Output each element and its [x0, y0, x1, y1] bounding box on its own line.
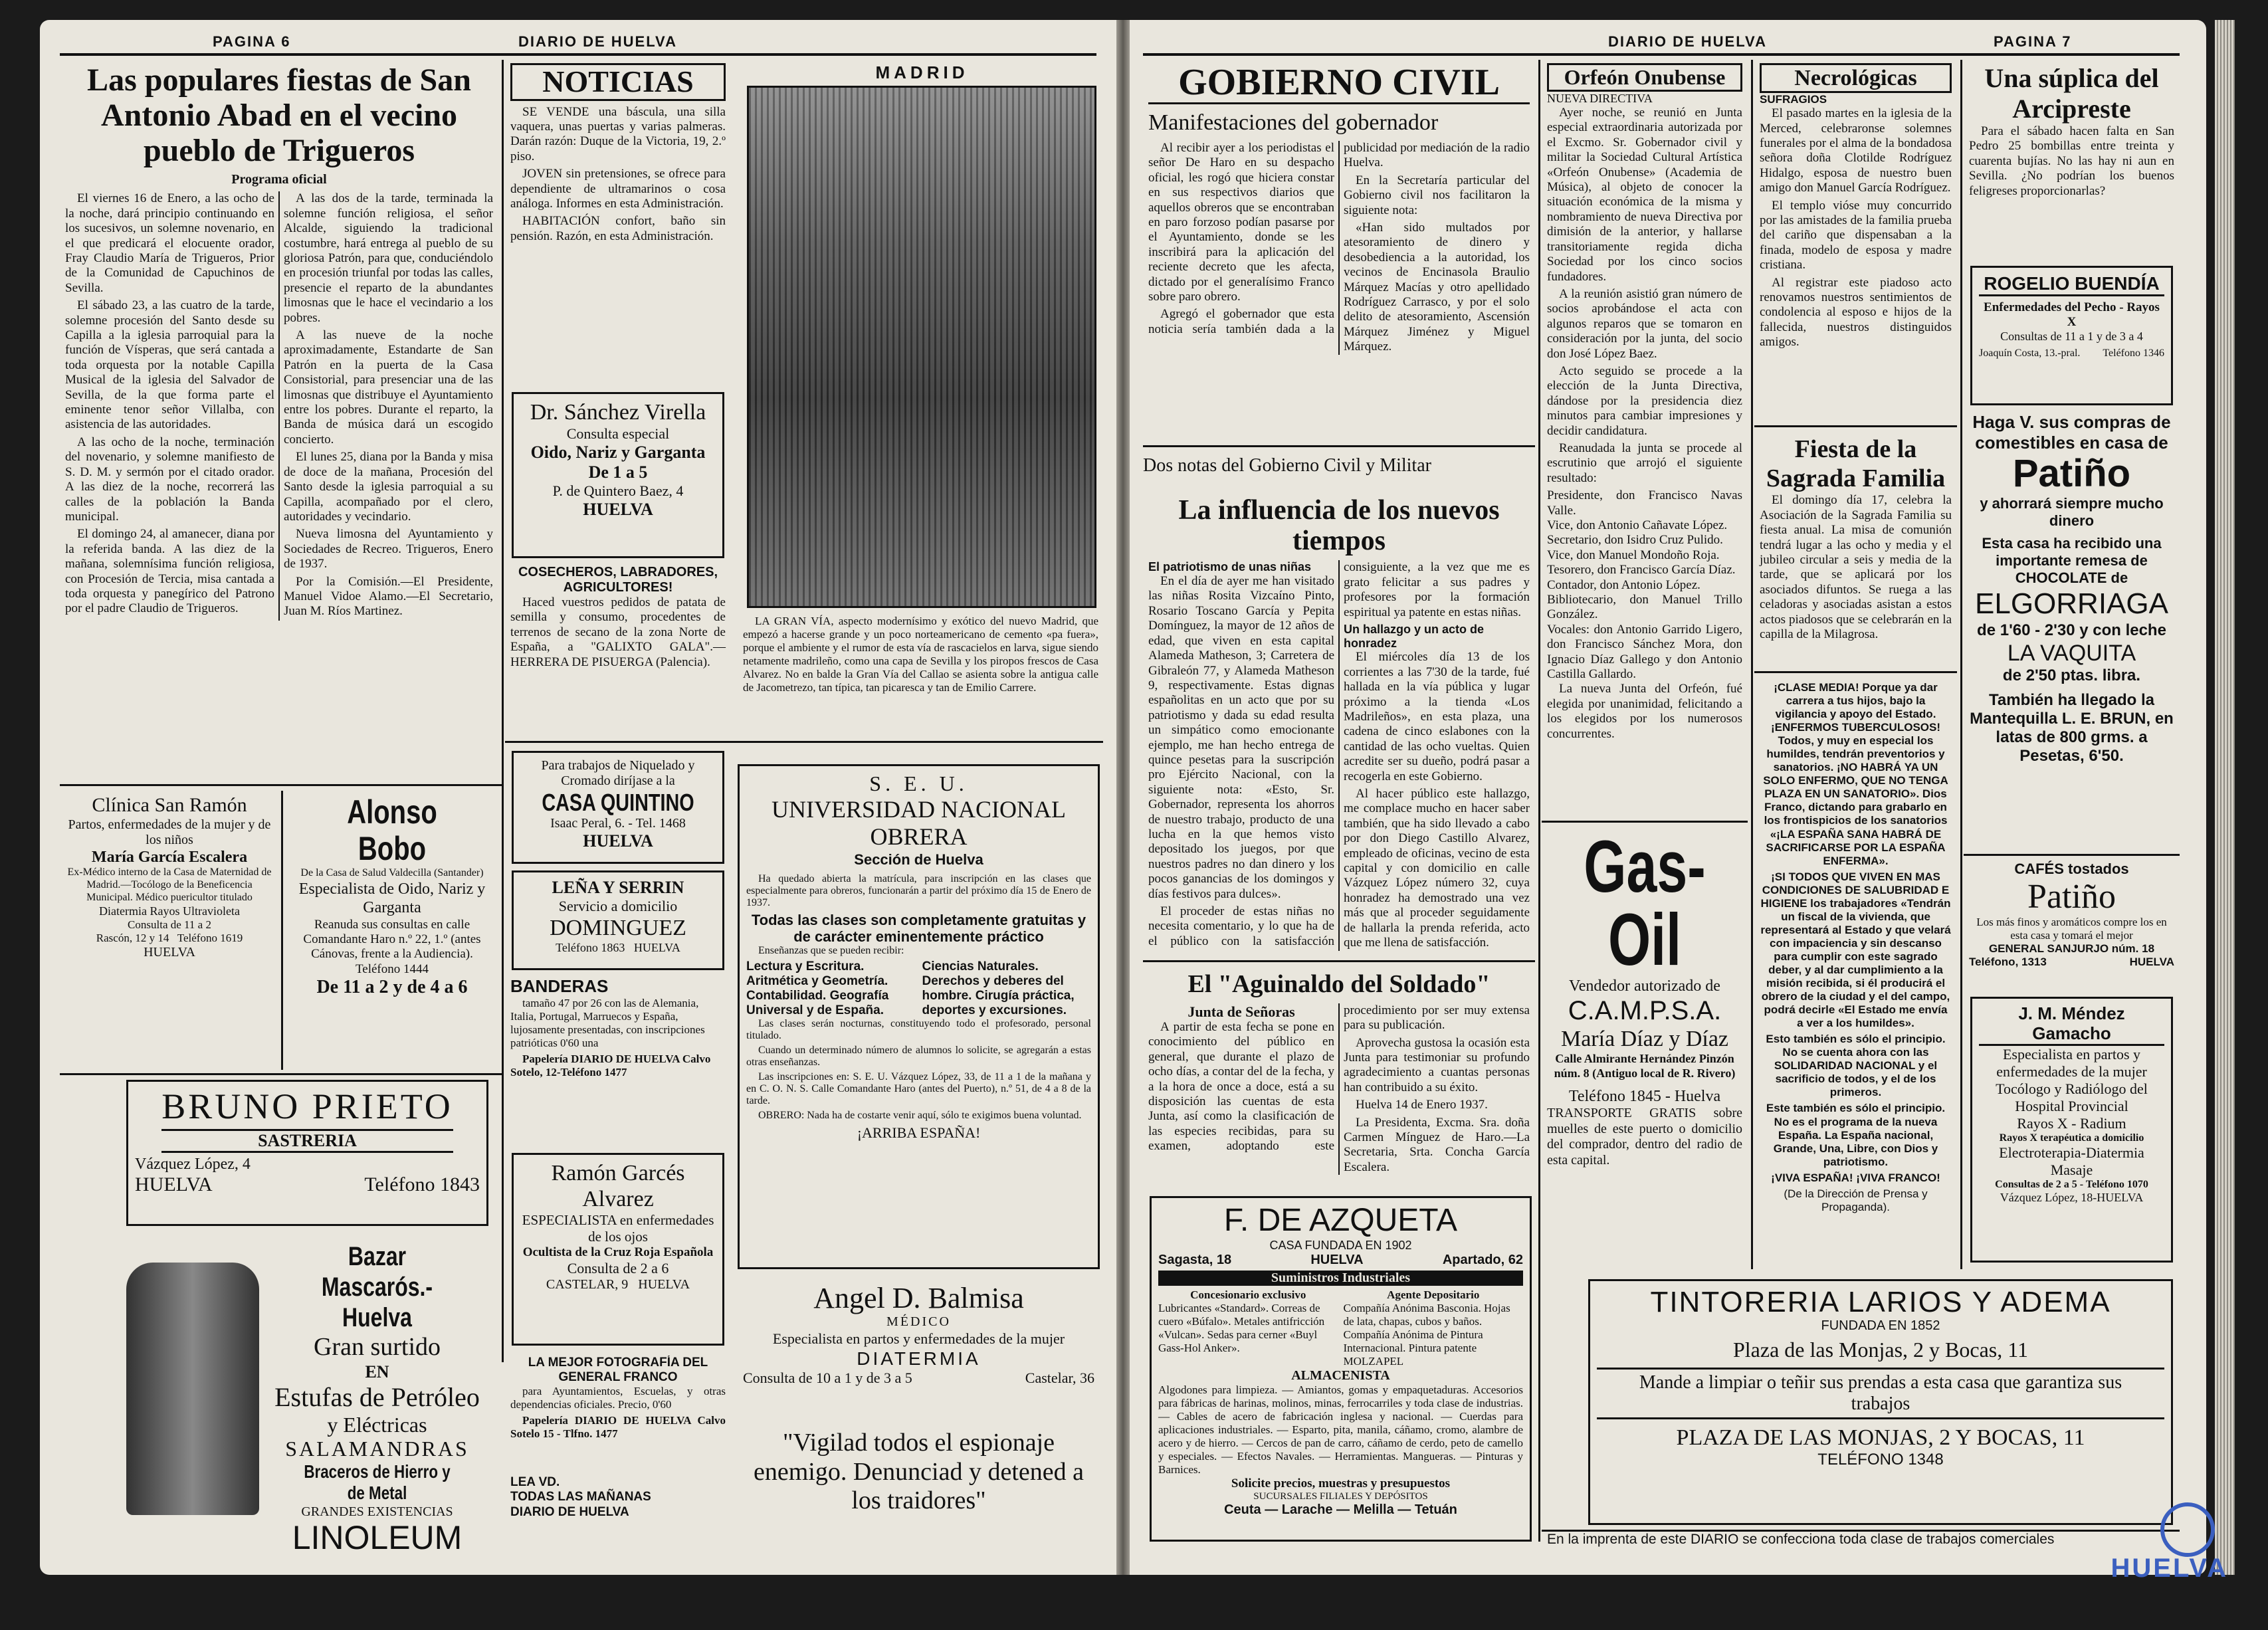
tintoreria-name: TINTORERIA LARIOS Y ADEMA — [1650, 1286, 2111, 1318]
clase-p4: Este también es sólo el principio. No es el programa de la nueva España. La España nacional, Grande, Una, Libre, con Dios y patriotismo. — [1766, 1102, 1946, 1168]
fiestas-headline: Las populares fiestas de San Antonio Abad en el vecino pueblo de Trigueros — [87, 63, 471, 168]
ad-alonso-bobo — [286, 794, 498, 1073]
top-rule — [60, 53, 1096, 56]
fiestas-p3: A las ocho de la noche, terminación del novenario, y solemne manifiesto de S. D. M. y sermón por el citado orador. A las diez de la noche, recorrerá las calles de la población la Banda municipal. — [65, 435, 274, 524]
influencia-p4: Al hacer público este hallazgo, me complace mucho en hacer saber también, que ha sido llevado a cabo por don Diego Castillo Alvarez, empleado de oficinas, vecino de esta capital y con domicilio en calle Vázquez López número 32, cuya honradez ha demostrado una vez más que al proceder seguidamente de hallarla la prenda referida, acto que me llena de satisfacción. — [1344, 787, 1530, 950]
clase-p6: (De la Dirección de Prensa y Propaganda). — [1784, 1187, 1928, 1213]
seu-notice — [738, 764, 1100, 1269]
buendia-address: Joaquín Costa, 13.-pral. — [1979, 348, 2081, 359]
list-item: Secretario, don Isidro Cruz Pulido. — [1547, 533, 1723, 548]
lena-line: Servicio a domicilio — [558, 897, 678, 914]
quintino-line: HUELVA — [583, 831, 653, 851]
garces-line: Consulta de 2 a 6 — [567, 1260, 669, 1277]
section-rule — [1754, 425, 1957, 427]
photo-label: MADRID — [875, 63, 969, 82]
influencia-article — [1143, 495, 1535, 954]
binding-gutter — [1115, 20, 1131, 1575]
lea-line: TODAS LAS MAÑANAS — [510, 1490, 651, 1504]
aguinaldo-sub: Junta de Señoras — [1187, 1003, 1295, 1020]
azqueta-city: HUELVA — [1310, 1252, 1364, 1267]
vigilad-text: "Vigilad todos el espionaje enemigo. Denunciad y detened a los traidores" — [754, 1429, 1084, 1515]
clinica-address: Rascón, 12 y 14 — [96, 932, 169, 945]
ad-clinica-san-ramon — [60, 794, 279, 1073]
cosecheros-title: COSECHEROS, LABRADORES, AGRICULTORES! — [518, 565, 718, 595]
ad-tintoreria-larios — [1588, 1279, 2173, 1525]
gobierno-sub: Manifestaciones del gobernador — [1148, 110, 1439, 135]
tintoreria-line: Plaza de las Monjas, 2 y Bocas, 11 — [1732, 1338, 2029, 1362]
balmisa-hours: Consulta de 10 a 1 y de 3 a 5 — [743, 1369, 912, 1386]
orfeon-article — [1542, 63, 1748, 814]
bruno-name: BRUNO PRIETO — [161, 1086, 453, 1126]
dos-notas-title: Dos notas del Gobierno Civil y Militar — [1143, 455, 1431, 476]
patino-line: de 2'50 ptas. libra. — [2002, 666, 2141, 685]
lena-name: DOMINGUEZ — [550, 915, 686, 940]
azqueta-col-text: Lubricantes «Standard». Correas de cuero «Búfalo». Metales antifricción «Vulcan». Sedas para cerner «Buyl Gass-Hol Anker». — [1158, 1301, 1325, 1354]
clinica-line: Consulta de 11 a 2 — [128, 918, 211, 932]
banderas-title: BANDERAS — [510, 977, 609, 996]
noticias-section — [505, 63, 731, 389]
balmisa-address: Castelar, 36 — [1025, 1369, 1094, 1386]
seu-title: S. E. U. — [869, 771, 968, 795]
garces-line: ESPECIALISTA en enfermedades de los ojos — [522, 1212, 714, 1245]
gamacho-line: Tocólogo y Radiólogo del Hospital Provincial — [1996, 1080, 2148, 1114]
fiestas-article — [60, 63, 498, 781]
tintoreria-line: FUNDADA EN 1852 — [1821, 1318, 1940, 1334]
noticia-3: HABITACIÓN confort, baño sin pensión. Razón, en esta Administración. — [510, 214, 726, 243]
list-item: Presidente, don Francisco Navas Valle. — [1547, 488, 1742, 518]
garces-city: HUELVA — [638, 1277, 690, 1292]
section-rule — [505, 741, 1103, 743]
left-page — [40, 20, 1116, 1575]
ad-sanchez-line: P. de Quintero Baez, 4 — [552, 482, 684, 499]
necro-p3: Al registrar este piadoso acto renovamos nuestros sentimientos de condolencia al esposo e hijos de la fallecida, nuestros distinguidos amigos. — [1760, 275, 1952, 350]
ad-sanchez-line: De 1 a 5 — [588, 462, 648, 482]
patino-cafes-line: GENERAL SANJURJO núm. 18 — [1988, 942, 2155, 956]
cosecheros-notice — [505, 565, 731, 738]
ad-patino-cafes — [1964, 861, 2180, 993]
patino-name: Patiño — [2012, 452, 2131, 496]
bazar-line: Braceros de Hierro y de Metal — [304, 1461, 451, 1504]
seu-p2: Todas las clases son completamente gratuitas y de carácter eminentemente práctico — [751, 911, 1086, 946]
garces-address: CASTELAR, 9 — [546, 1277, 629, 1292]
seu-title2: UNIVERSIDAD NACIONAL OBRERA — [772, 795, 1066, 851]
bruno-contact — [135, 1173, 480, 1196]
vigilad-slogan — [738, 1429, 1100, 1555]
balmisa-line: DIATERMIA — [857, 1348, 981, 1369]
gasoil-line: María Díaz y Díaz — [1560, 1027, 1729, 1052]
seu-course-col: Ciencias Naturales. Derechos y deberes del hombre. Cirugía práctica, deportes y excursiones. — [922, 960, 1075, 1018]
fiestas-p8: Nueva limosna del Ayuntamiento y Sociedades de Recreo. Trigueros, Enero de 1937. — [284, 527, 493, 571]
section-rule — [60, 1073, 502, 1075]
bazar-linoleum: LINOLEUM — [292, 1518, 463, 1555]
clinica-line: Ex-Médico interno de la Casa de Maternidad de Madrid.—Tocólogo de la Beneficencia Municipal. Médico puericultor titulado — [67, 866, 272, 904]
ad-azqueta — [1150, 1196, 1532, 1542]
influencia-p3: El miércoles día 13 de los corrientes a las 7'30 de la tarde, fué hallada en la vía pública y lugar próximo a la tienda «Los Madrileños», en esta plaza, una cadena de cinco eslabones con la cantidad de las ocho vueltas. Quien acredite ser su dueño, podrá pasar a recogerla en este Gobierno. — [1344, 650, 1530, 783]
suplica-article — [1964, 63, 2180, 262]
alonso-line: De la Casa de Salud Valdecilla (Santander) — [300, 867, 484, 878]
aguinaldo-title: El "Aguinaldo del Soldado" — [1187, 970, 1491, 998]
patino-cafes-phone: Teléfono, 1313 — [1969, 956, 2047, 969]
alonso-line: Reanuda sus consultas en calle Comandante Haro n.º 22, 1.º (antes Cánovas, frente a la Audiencia). Teléfono 1444 — [303, 917, 481, 976]
gasoil-line: Calle Almirante Hernández Pinzón núm. 8 (Antiguo local de R. Rivero) — [1554, 1052, 1736, 1080]
ad-sanchez-line: Consulta especial — [566, 425, 670, 443]
garces-line: Ocultista de la Cruz Roja Española — [522, 1245, 714, 1260]
list-item: Tesorero, don Francisco García Díaz. — [1547, 563, 1736, 577]
clase-p3: Esto también es sólo el principio. No se cuenta ahora con las SOLIDARIDAD NACIONAL y el sacrificio de todos, y el de los primeros. — [1766, 1033, 1946, 1099]
ad-sanchez-name: Dr. Sánchez Virella — [530, 400, 706, 425]
clinica-contact — [65, 932, 274, 945]
buendia-contact — [1979, 348, 2164, 359]
gobierno-title: GOBIERNO CIVIL — [1148, 63, 1530, 104]
cosecheros-text: Haced vuestros pedidos de patata de semilla y consumo, procedentes de terrenos de secano de la zona Norte de España, a "GALIXTO GALA".—HERRERA DE PISUERGA (Palencia). — [510, 595, 726, 669]
orfeon-p4: Reanudada la junta se procede al escrutinio que arrojó el siguiente resultado: — [1547, 441, 1742, 485]
fotografia-notice — [505, 1356, 731, 1469]
gamacho-line: Rayos X terapéutica a domicilio — [1999, 1132, 2144, 1144]
right-folio: PAGINA 7 — [1994, 33, 2072, 50]
bazar-title: Bazar Mascarós.-Huelva — [321, 1242, 433, 1332]
gasoil-title: Gas-Oil — [1584, 831, 1706, 981]
patino-line: Haga V. sus compras de comestibles en casa de — [1972, 412, 2171, 453]
gobierno-p4: «Han sido multados por atesoramiento de dinero y desobediencia a la autoridad, los vecinos de Encinasola Braulio Márquez Macías y otro apellidado Rodríguez Carrasco, y por el solo delito de atesoramiento, Ascensión Márquez Jiménez y Miguel Márquez. — [1344, 220, 1530, 354]
influencia-sub1: El patriotismo de unas niñas — [1148, 560, 1312, 574]
clinica-line: Partos, enfermedades de la mujer y de los niños — [68, 817, 271, 848]
list-item: Vice, don Antonio Cañavate López. — [1547, 518, 1728, 532]
noticia-2: JOVEN sin pretensiones, se ofrece para dependiente de ultramarinos o cosa análoga. Informes en esta Administración. — [510, 167, 726, 211]
orfeon-p2: A la reunión asistió gran número de socios aprobándose el acta con algunos reparos que se tomaron en consideración por la junta, del socio don José López Baez. — [1547, 286, 1742, 361]
azqueta-line: Ceuta — Larache — Melilla — Tetuán — [1224, 1502, 1457, 1517]
quintino-name: CASA QUINTINO — [542, 789, 694, 816]
bazar-line: EN — [365, 1362, 389, 1381]
section-rule — [1542, 821, 1748, 823]
bruno-city: HUELVA — [135, 1173, 213, 1196]
right-page — [1130, 20, 2206, 1575]
banderas-notice — [505, 977, 731, 1150]
footer-note: En la imprenta de este DIARIO se confecciona toda clase de trabajos comerciales — [1542, 1530, 2180, 1552]
list-item: Vocales: don Antonio Garrido Ligero, don Francisco Sánchez Mora, don Ignacio Díaz Gallego y don Antonio Castilla Gallardo. — [1547, 622, 1742, 682]
clase-media-notice — [1754, 681, 1957, 1266]
bazar-line: GRANDES EXISTENCIAS — [301, 1504, 453, 1519]
patino-cafes-contact — [1969, 956, 2174, 969]
ad-bazar-mascaros — [126, 1236, 488, 1555]
noticia-1: SE VENDE una báscula, una silla vaquera, unas puertas y varias palmeras. Darán razón: Duque de la Victoria, 19, 2.º piso. — [510, 104, 726, 163]
azqueta-line: Solicite precios, muestras y presupuestos — [1231, 1476, 1451, 1490]
alonso-name: Alonso Bobo — [347, 794, 437, 867]
clinica-city: HUELVA — [144, 945, 195, 960]
tintoreria-line: TELÉFONO 1348 — [1817, 1451, 1944, 1469]
ad-mendez-gamacho — [1970, 997, 2173, 1263]
section-rule — [1143, 445, 1535, 447]
bruno-address: Vázquez López, 4 — [135, 1156, 251, 1173]
list-item: Vice, don Manuel Mondoño Roja. — [1547, 548, 1720, 562]
orfeon-p5: La nueva Junta del Orfeón, fué elegida por unanimidad, felicitando a los elegidos por los numerosos concurrentes. — [1547, 682, 1742, 741]
column-rule — [281, 791, 283, 1070]
necro-sub: SUFRAGIOS — [1760, 93, 1827, 106]
stove-image — [126, 1263, 259, 1515]
bazar-line: SALAMANDRAS — [285, 1437, 469, 1461]
aguinaldo-p4: La Presidenta, Excma. Sra. doña Carmen Mínguez de Haro.—La Secretaria, Srta. Concha García Escalera. — [1344, 1115, 1530, 1174]
photo-caption: LA GRAN VÍA, aspecto modernísimo y exótico del nuevo Madrid, que empezó a hacerse grande y un poco norteamericano de cemento «pa fuera», porque el ambiente y el rumor de esta vía de rascacielos en larva, sigue siendo netamente madrileño, como una capa de Sevilla y los piropos frescos de Casa Alvarez. No en balde la Gran Vía del Callao se asienta sobre la antigua calle de Jacometrezo, tan típica, tan picaresca y tan de Emilio Carrere. — [743, 615, 1098, 694]
patino-cafes-line: CAFÉS tostados — [2014, 861, 2129, 877]
necro-p1: El pasado martes en la iglesia de la Merced, celebraronse solemnes funerales por el alma de la bondadosa señora doña Clotilde Rodríguez Hidalgo, esposa de nuestro buen amigo don Manuel García Rodríguez. — [1760, 106, 1952, 195]
aguinaldo-p3: Huelva 14 de Enero 1937. — [1356, 1098, 1488, 1112]
alonso-line: Especialista de Oido, Nariz y Garganta — [298, 880, 486, 917]
bruno-phone: Teléfono 1843 — [364, 1173, 480, 1196]
azqueta-name: F. DE AZQUETA — [1223, 1203, 1458, 1238]
necro-p2: El templo vióse muy concurrido por las amistades de la familia prueba del cariño que dispensaban a la finada, modelo de esposa y madre cristiana. — [1760, 198, 1952, 272]
list-item: Bibliotecario, don Manuel Trillo González. — [1547, 593, 1742, 622]
section-rule — [1964, 854, 2180, 856]
ad-rogelio-buendia — [1970, 266, 2173, 405]
seu-p3: Enseñanzas que se pueden recibir: — [758, 945, 904, 957]
bazar-line: Gran surtido — [313, 1333, 441, 1361]
clinica-doctor: María García Escalera — [91, 848, 248, 866]
seu-courses — [746, 960, 1091, 1018]
garces-contact — [520, 1277, 716, 1292]
balmisa-line: MÉDICO — [886, 1314, 951, 1330]
seu-p1: Ha quedado abierta la matrícula, para inscripción en las clases que especialmente para obreros, funcionarán a partir del próximo día 15 de Enero de 1937. — [746, 872, 1091, 908]
aguinaldo-article — [1143, 970, 1535, 1189]
fiestas-p7: El lunes 25, diana por la Banda y misa de doce de la mañana, Procesión del Santo desde la iglesia parroquial a su Capilla, acompañado por el clero, autoridades y vecindario. — [284, 450, 493, 524]
column-rule — [502, 60, 504, 1362]
lea-line: LEA VD. — [510, 1475, 560, 1489]
bazar-line: y Eléctricas — [327, 1412, 427, 1437]
ad-bruno-prieto — [126, 1080, 488, 1226]
seu-p4: Las clases serán nocturnas, constituyendo todo el profesorado, personal titulado. — [746, 1018, 1091, 1042]
influencia-title: La influencia de los nuevos tiempos — [1178, 495, 1500, 557]
necro-title: Necrológicas — [1760, 63, 1952, 93]
necrologicas-article — [1754, 63, 1957, 422]
azqueta-line: Algodones para limpieza. — Amiantos, gomas y empaquetaduras. Accesorios para fábricas de harinas, molinos, minas, ferrocarriles y toda clase de industrias. — Cables de acero de fabricación inglesa y nacional. — Cuerdas para aplicaciones industriales. — Esparto, pita, manila, cáñamo, cromo, alambre de acero y de hierro. — Cercos de pan de carro, cáñamo de cerdo, peto de camello y especiales. — Efectos Navales. — Herramientas. Mangueras. — Pinturas y Barnices. — [1158, 1383, 1523, 1476]
lea-line: DIARIO DE HUELVA — [510, 1504, 629, 1519]
azqueta-line: CASA FUNDADA EN 1902 — [1269, 1238, 1412, 1252]
fotografia-text: para Ayuntamientos, Escuelas, y otras dependencias oficiales. Precio, 0'60 — [510, 1384, 726, 1411]
gamacho-line: Vázquez López, 18-HUELVA — [2000, 1190, 2144, 1204]
gamacho-line: Especialista en partos y enfermedades de la mujer — [1996, 1045, 2147, 1080]
balmisa-name: Angel D. Balmisa — [813, 1282, 1024, 1314]
gamacho-name: J. M. Méndez Gamacho — [1979, 1004, 2164, 1046]
clinica-line: Diatermia Rayos Ultravioleta — [99, 904, 240, 918]
seu-p5: Cuando un determinado número de alumnos lo solicite, se agregarán a estas otras enseñanzas. — [746, 1045, 1091, 1069]
patino-line: ELGORRIAGA — [1975, 587, 2168, 620]
quintino-line: Para trabajos de Niquelado y Cromado diríjase a la — [541, 758, 695, 788]
column-rule — [1751, 60, 1753, 1269]
influencia-p1: En el día de ayer me han visitado las niñas Rosita Vizcaíno Pinto, Rosario Toscano García y Pepita Domínguez, la mayor de 12 años de edad, que viven en esta capital Alameda Matheson, 3; Carretera de Gibraleón 77, y Alameda Matheson 9, respectivamente. Estas dignas españolitas en un acto que por su patriotismo y dada su edad resulta un simpático como emocionante ejemplo, me han hecho entrega de quince pesetas para la suscripción pro Ejército Nacional, con la siguiente nota: «Esto, Sr. Gobernador, representa los ahorros de nuestro trabajo, producto de una lucha en la que hemos visto depositado los juegos, por que nuestros padres no dan dinero y los pocos ganancias de los domingos y días festivos para dulces». — [1148, 574, 1334, 901]
clase-p2: ¡SI TODOS QUE VIVEN EN MAS CONDICIONES DE SALUBRIDAD E HIGIENE los trabajadores «Tendrán un fiscal de la vivienda, que representará al Estado y que velará con impaciencia y sin descanso para cumplir con este sagrado deber, y al dar cumplimiento a la misión recibida, si él producirá el obrero de la ciudad y el del campo, podrá decirle «El Estado me envía a ver a los humildes». — [1760, 870, 1951, 1030]
aguinaldo-p2: Aprovecha gustosa la ocasión esta Junta para testimoniar su profundo agradecimiento a cuantas personas han contribuido a su éxito. — [1344, 1035, 1530, 1094]
patino-cafes-city: HUELVA — [2129, 956, 2174, 969]
gobierno-civil-article — [1143, 63, 1535, 435]
ad-balmisa — [738, 1282, 1100, 1415]
bruno-line: SASTRERIA — [161, 1129, 453, 1153]
seu-p7: OBRERO: Nada ha de costarte venir aquí, sólo te exigimos buena voluntad. — [758, 1110, 1082, 1122]
azqueta-contact — [1158, 1253, 1523, 1268]
list-item: Contador, don Antonio López. — [1547, 577, 1701, 592]
azqueta-col-head: Agente Depositario — [1387, 1288, 1480, 1301]
gasoil-line: Vendedor autorizado de — [1569, 977, 1720, 995]
section-rule — [1143, 960, 1535, 962]
seu-p6: Las inscripciones en: S. E. U. Vázquez López, 33, de 11 a 1 de la mañana y en C. O. N. S. Calle Comandante Haro (antes del Puerto), n.º 51, de 4 a 8 de la tarde. — [746, 1071, 1091, 1107]
orfeon-title: Orfeón Onubense — [1547, 63, 1742, 92]
ad-gas-oil — [1542, 831, 1748, 1276]
banderas-foot: Papelería DIARIO DE HUELVA Calvo Sotelo, 12-Teléfono 1477 — [510, 1053, 711, 1079]
influencia-p2: El proceder de estas niñas no necesita comentario, y lo que ha de el público con la satisfacción consiguiente, a la vez que me es grato felicitar a sus padres y profesores por la formación espiritual ya patente en estas niñas. — [1148, 560, 1530, 948]
patino-cafes-name: Patiño — [2027, 877, 2116, 916]
clinica-phone: Teléfono 1619 — [177, 932, 243, 945]
ad-sanchez-line: Oido, Nariz y Garganta — [530, 443, 706, 462]
clase-p5: ¡VIVA ESPAÑA! ¡VIVA FRANCO! — [1771, 1171, 1940, 1184]
top-rule — [1143, 53, 2180, 56]
azqueta-col-text: Compañía Anónima Basconia. Hojas de lata, chapas, cubos y baños. Compañía Anónima de Pintura Internacional. Pintura patente MOLZAPEL — [1343, 1301, 1510, 1368]
ad-sanchez-virella — [512, 392, 724, 558]
patino-line: También ha llegado la Mantequilla L. E. BRUN, en latas de 800 grms. a Pesetas, 6'50. — [1970, 690, 2174, 765]
lena-city: HUELVA — [633, 940, 680, 954]
fiestas-subhead: Programa oficial — [231, 172, 327, 187]
gamacho-line: Masaje — [2050, 1161, 2093, 1178]
gasoil-line: Teléfono 1845 - Huelva — [1568, 1087, 1721, 1105]
fiestas-p4: El domingo 24, al amanecer, diana por la referida banda. A las diez de la mañana, solemnísima función religiosa, con Procesión de Tercia, misa cantada a toda orquesta y panegírico del Patrono por el padre Claudio de Trigueros. — [65, 527, 274, 616]
ad-casa-quintino — [512, 751, 724, 864]
page-edges — [2215, 20, 2235, 1575]
right-masthead: DIARIO DE HUELVA — [1608, 33, 1767, 50]
azqueta-section: Suministros Industriales — [1158, 1271, 1523, 1286]
gamacho-line: Consultas de 2 a 5 - Teléfono 1070 — [1995, 1178, 2148, 1190]
seu-title3: Sección de Huelva — [854, 851, 983, 868]
buendia-name: ROGELIO BUENDÍA — [1979, 273, 2164, 296]
lena-contact — [520, 941, 716, 955]
balmisa-line: Especialista en partos y enfermedades de la mujer — [772, 1330, 1065, 1347]
clinica-title: Clínica San Ramón — [92, 794, 247, 816]
balmisa-contact — [743, 1370, 1094, 1387]
suplica-p1: Para el sábado hacen falta en San Pedro 25 bombillas entre treinta y cuarenta bujías. No las hay ni aun en Sevilla. ¿No podrían los buenos feligreses proporcionarlas? — [1969, 124, 2174, 198]
bazar-line: Estufas de Petróleo — [274, 1381, 480, 1412]
huelva-seal-icon — [2160, 1502, 2215, 1557]
gobierno-p3: En la Secretaría particular del Gobierno civil nos facilitaron la siguiente nota: — [1344, 173, 1530, 217]
influencia-sub2: Un hallazgo y un acto de honradez — [1344, 623, 1485, 650]
fiestas-p2: El sábado 23, a las cuatro de la tarde, solemne procesión del Santo desde su Capilla a la iglesia parroquial para la función de Vísperas, que será cantada a toda orquesta por la notable Capilla Musical de la iglesia del Salvador de Sevilla, de la que forma parte el eminente tenor señor Villalba, con asistencia de las autoridades. — [65, 298, 274, 432]
orfeon-sub: NUEVA DIRECTIVA — [1547, 91, 1653, 105]
huelva-watermark: HUELVA — [2111, 1554, 2228, 1583]
gasoil-line: TRANSPORTE GRATIS sobre muelles de este puerto o domicilio del comprador, dentro del radio de esta capital. — [1547, 1106, 1742, 1168]
seu-p8: ¡ARRIBA ESPAÑA! — [857, 1124, 981, 1142]
tintoreria-line: PLAZA DE LAS MONJAS, 2 Y BOCAS, 11 — [1676, 1425, 2085, 1451]
lea-notice — [505, 1475, 731, 1548]
quintino-line: Isaac Peral, 6. - Tel. 1468 — [550, 816, 686, 831]
patino-line: de 1'60 - 2'30 y con leche — [1977, 621, 2166, 639]
lena-line: LEÑA Y SERRIN — [552, 878, 684, 897]
gobierno-p1: Al recibir ayer a los periodistas el señor De Haro en su despacho oficial, les rogó que hiciera constar en sus respectivos diarios que aquellos obreros que se encontraban en paro forzoso podían pasarse por el Ayuntamiento, donde se les inscribirá para la aplicación del reciente decreto que les afecta, dictado por el generalísimo Franco sobre paro obrero. — [1148, 140, 1334, 304]
section-rule — [60, 784, 502, 786]
patino-line: Esta casa ha recibido una importante remesa de CHOCOLATE de — [1982, 535, 2162, 586]
orfeon-p1: Ayer noche, se reunió en Junta especial extraordinaria autorizada por el Excmo. Sr. Gobernador civil y militar la Sociedad Cultural Artística «Orfeón Onubense» (Academia de Música), al objeto de conocer la situación económica de la misma y nombramiento de nueva Directiva por dimisión de la anterior, y hallarse transitoriamente regida dicha Sociedad por los cinco socios fundadores. — [1547, 106, 1742, 284]
azqueta-col-head: Concesionario exclusivo — [1190, 1288, 1306, 1301]
gran-via-photo — [747, 86, 1096, 608]
column-rule — [1960, 60, 1962, 1269]
buendia-line: Enfermedades del Pecho - Rayos X — [1984, 300, 2160, 330]
buendia-line: Consultas de 11 a 1 y de 3 a 4 — [2000, 330, 2143, 344]
azqueta-line: ALMACENISTA — [1291, 1368, 1390, 1383]
left-masthead: DIARIO DE HUELVA — [518, 33, 677, 50]
gamacho-line: Rayos X - Radium — [2017, 1114, 2126, 1132]
ad-lena-serrin — [512, 870, 724, 970]
patino-line: LA VAQUITA — [2007, 641, 2136, 666]
ad-garces — [512, 1153, 724, 1346]
gamacho-line: Electroterapia-Diatermia — [1999, 1144, 2144, 1161]
ad-patino-comestibles — [1964, 412, 2180, 851]
azqueta-line: SUCURSALES FILIALES Y DEPÓSITOS — [1253, 1490, 1428, 1502]
fotografia-foot: Papelería DIARIO DE HUELVA Calvo Sotelo 15 - Tlfno. 1477 — [510, 1413, 726, 1440]
sagrada-familia-article — [1754, 435, 1957, 668]
patino-line: y ahorrará siempre mucho dinero — [1980, 495, 2164, 530]
orfeon-board-list — [1547, 488, 1742, 682]
sagrada-p1: El domingo día 17, celebra la Asociación de la Sagrada Familia su fiesta anual. La misa de comunión tendrá lugar a las ocho y media y el jubileo circular a seis y media de la tarde, que se aplicará por los asociados difuntos. Se ruega a las celadoras y asociadas asistan a estos actos piadosos que se celebrarán en la capilla de la Milagrosa. — [1760, 493, 1952, 642]
patino-cafes-line: Los más finos y aromáticos compre los en esta casa y tomará el mejor — [1976, 916, 2167, 942]
gasoil-line: C.A.M.P.S.A. — [1568, 996, 1722, 1026]
tintoreria-line: Mande a limpiar o teñir sus prendas a esta casa que garantiza sus trabajos — [1597, 1368, 2164, 1419]
fiestas-p9: Por la Comisión.—El Presidente, Manuel Vidoe Alamo.—El Secretario, Juan M. Ríos Martinez. — [284, 574, 493, 619]
section-rule — [1754, 671, 1957, 673]
suplica-title: Una súplica del Arcipreste — [1984, 63, 2159, 124]
buendia-phone: Teléfono 1346 — [2103, 348, 2164, 359]
azqueta-po-box: Apartado, 62 — [1442, 1252, 1523, 1267]
fotografia-title: LA MEJOR FOTOGRAFÍA DEL GENERAL FRANCO — [528, 1356, 708, 1384]
column-rule — [1538, 60, 1540, 1542]
fiestas-p1: El viernes 16 de Enero, a las ocho de la noche, dará principio continuando en los sucesivos, un solemne novenario, en el que predicará el elocuente orador, Fray Claudio María de Trigueros, Prior de la Comunidad de Capuchinos de Sevilla. — [65, 191, 274, 295]
seu-course-col: Lectura y Escritura. Aritmética y Geometría. Contabilidad. Geografía Universal y de España. — [746, 960, 889, 1018]
azqueta-columns — [1158, 1288, 1523, 1368]
lena-phone: Teléfono 1863 — [556, 940, 625, 954]
azqueta-address: Sagasta, 18 — [1158, 1252, 1232, 1267]
clase-p1: ¡CLASE MEDIA! Porque ya dar carrera a tus hijos, bajo la vigilancia y apoyo del Estado. ¡ENFERMOS TUBERCULOSOS! Todos, y muy en especial los humildes, tendrán preventorios y sanatorios. ¡NO HABRÁ YA UN SOLO ENFERMO, QUE NO TENGA PLAZA EN UN SANATORIO». Dios Franco, dictando para grabarlo en los frontispicios de los sanatorios «¡LA ESPAÑA SANA HABRÁ DE SACRIFICARSE POR LA ESPAÑA ENFERMA». — [1763, 681, 1948, 867]
ad-sanchez-line: HUELVA — [583, 499, 653, 519]
orfeon-p3: Acto seguido se procede a la elección de la Junta Directiva, dándose por la presidencia diez minutos para cambiar impresiones y decidir candidatura. — [1547, 363, 1742, 438]
sagrada-title: Fiesta de la Sagrada Familia — [1766, 435, 1946, 492]
aguinaldo-p1: A partir de esta fecha se pone en conocimiento del público en general, que durante el plazo de ocho días, a contar del de la fecha, y a la hora de once a doce, está a su disposición las cuentas de esta Junta, así como la clasificación de las especies recibidas, para su examen, adoptando este procedimiento por ser muy extensa para su publicación. — [1148, 1003, 1530, 1154]
alonso-hours: De 11 a 2 y de 4 a 6 — [316, 977, 468, 998]
left-folio: PAGINA 6 — [213, 33, 291, 50]
fiestas-p5: A las dos de la tarde, terminada la solemne función religiosa, el señor Alcalde, siguiendo la tradicional costumbre, hará entrega al pueblo de su gloriosa Patrón, para que, conduciéndolo en procesión triunfal por todas las calles, presencie el reparto de la abundantes limosnas que le hace el vecindario a los pobres. — [284, 191, 493, 325]
fiestas-p6: A las nueve de la noche aproximadamente, Estandarte de San Patrón en la puerta de la Casa Consistorial, para presenciar una de las limosnas que distribuye el Ayuntamiento entre los pobres. Durante el reparto, la Banda de música dará un escogido concierto. — [284, 328, 493, 447]
madrid-photo-block — [738, 63, 1106, 754]
gobierno-p2: Agregó el gobernador que esta noticia sería también dada a la publicidad por mediación de la radio Huelva. — [1148, 140, 1530, 336]
noticias-title: NOTICIAS — [510, 63, 726, 101]
banderas-text: tamaño 47 por 26 con las de Alemania, Italia, Portugal, Marruecos y España, lujosamente presentadas, con inscripciones patrióticas 0'60 una — [510, 996, 705, 1050]
garces-name: Ramón Garcés Alvarez — [551, 1161, 685, 1212]
